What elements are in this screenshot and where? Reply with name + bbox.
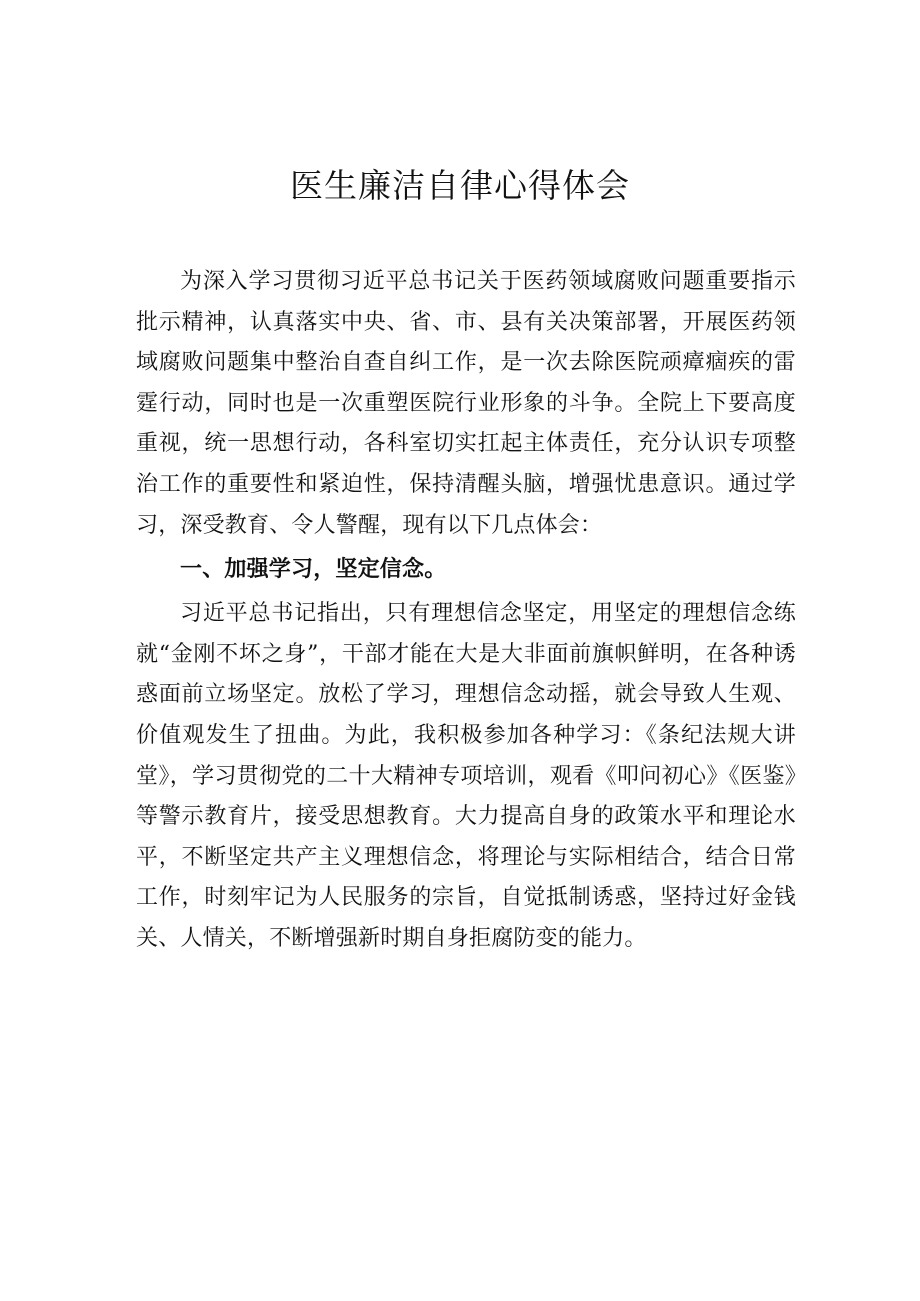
- section-paragraph: 习近平总书记指出，只有理想信念坚定，用坚定的理想信念练就“金刚不坏之身”，干部才能在大是大非面前旗帜鲜明，在各种诱惑面前立场坚定。放松了学习，理想信念动摇，就会导致人生观、价值观发生了扭曲。为此，我积极参加各种学习：《条纪法规大讲堂》，学习贯彻党的二十大精神专项培训，观看《叩问初心》《医鉴》等警示教育片，接受思想教育。大力提高自身的政策水平和理论水平，不断坚定共产主义理想信念，将理论与实际相结合，结合日常工作，时刻牢记为人民服务的宗旨，自觉抵制诱惑，坚持过好金钱关、人情关，不断增强新时期自身拒腐防变的能力。: [136, 601, 796, 951]
- intro-paragraph: 为深入学习贯彻习近平总书记关于医药领域腐败问题重要指示批示精神，认真落实中央、省、市、县有关决策部署，开展医药领域腐败问题集中整治自查自纠工作，是一次去除医院顽瘴痼疾的雷霆行动，同时也是一次重塑医院行业形象的斗争。全院上下要高度重视，统一思想行动，各科室切实扛起主体责任，充分认识专项整治工作的重要性和紧迫性，保持清醒头脑，增强忧患意识。通过学习，深受教育、令人警醒，现有以下几点体会：: [136, 269, 796, 538]
- document-body: [136, 262, 796, 960]
- section-heading: 一、加强学习，坚定信念。: [180, 557, 447, 583]
- document-title: 医生廉洁自律心得体会: [290, 166, 630, 205]
